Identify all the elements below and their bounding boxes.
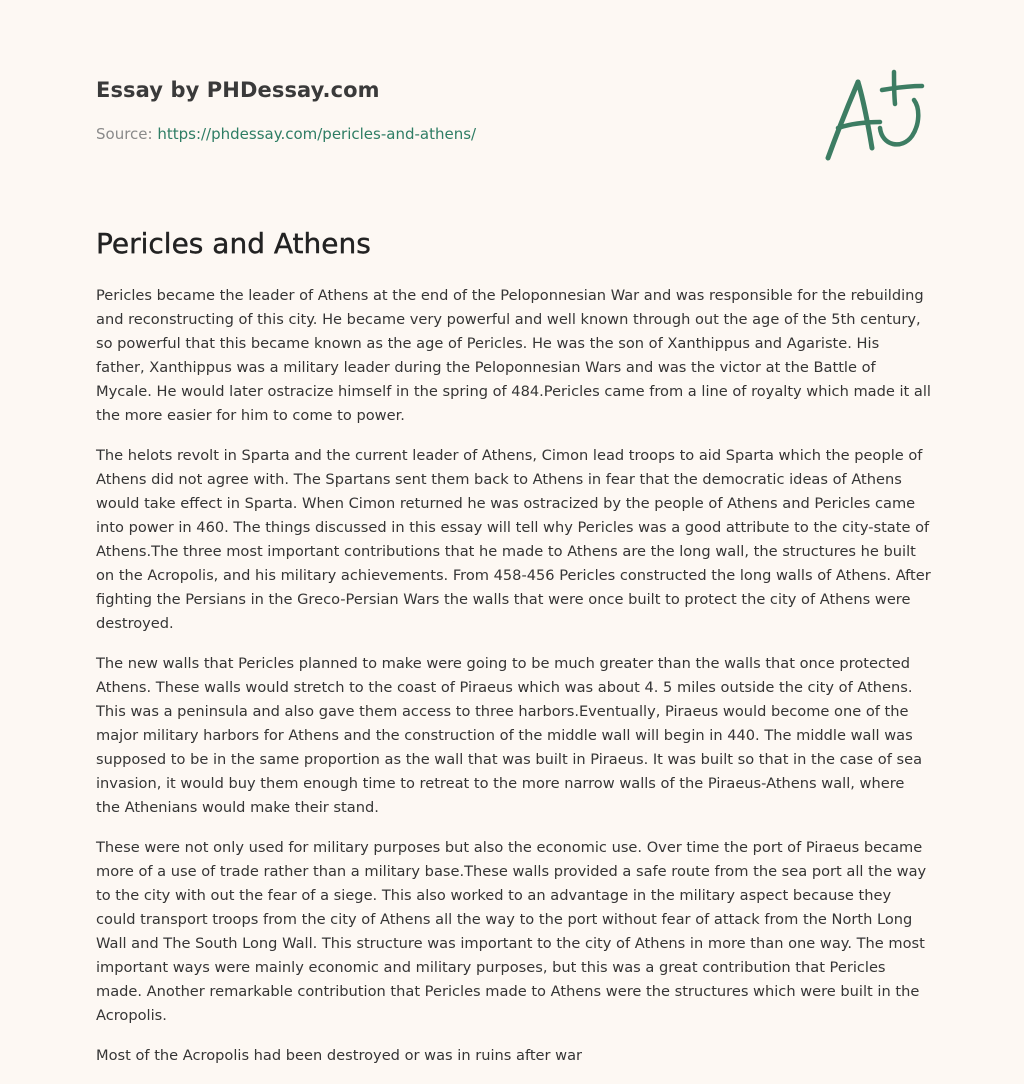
source-link[interactable]: https://phdessay.com/pericles-and-athens/ <box>157 125 477 143</box>
site-brand: Essay by PHDessay.com <box>96 78 380 102</box>
essay-paragraph: Pericles became the leader of Athens at the end of the Peloponnesian War and was responsible for the rebuilding and reconstructing of this city. He became very powerful and well known through out the age of the 5th century, so powerful that this became known as the age of Pericles. He was the son of Xanthippus and Agariste. His father, Xanthippus was a military leader during the Peloponnesian Wars and was the victor at the Battle of Mycale. He would later ostracize himself in the spring of 484.Pericles came from a line of royalty which made it all the more easier for him to come to power. <box>96 287 931 424</box>
essay-paragraph: The new walls that Pericles planned to make were going to be much greater than the walls that once protected Athens. These walls would stretch to the coast of Piraeus which was about 4. 5 miles outside the city of Athens. This was a peninsula and also gave them access to three harbors.Eventually, Piraeus would become one of the major military harbors for Athens and the construction of the middle wall will begin in 440. The middle wall was supposed to be in the same proportion as the wall that was built in Piraeus. It was built so that in the case of sea invasion, it would buy them enough time to retreat to the more narrow walls of the Piraeus-Athens wall, where the Athenians would make their stand. <box>96 655 923 816</box>
essay-title: Pericles and Athens <box>96 227 371 260</box>
source-label: Source: <box>96 125 158 143</box>
a-plus-logo-icon <box>822 66 932 166</box>
essay-body <box>96 284 932 1084</box>
page-header <box>96 76 796 144</box>
essay-paragraph: Most of the Acropolis had been destroyed or was in ruins after war <box>96 1047 583 1064</box>
source-line <box>96 124 796 144</box>
essay-paragraph: These were not only used for military purposes but also the economic use. Over time the port of Piraeus became more of a use of trade rather than a military base.These walls provided a safe route from the sea port all the way to the city with out the fear of a siege. This also worked to an advantage in the military aspect because they could transport troops from the city of Athens all the way to the port without fear of attack from the North Long Wall and The South Long Wall. This structure was important to the city of Athens in more than one way. The most important ways were mainly economic and military purposes, but this was a great contribution that Pericles made. Another remarkable contribution that Pericles made to Athens were the structures which were built in the Acropolis. <box>96 839 927 1024</box>
essay-paragraph: The helots revolt in Sparta and the current leader of Athens, Cimon lead troops to aid Sparta which the people of Athens did not agree with. The Spartans sent them back to Athens in fear that the democratic ideas of Athens would take effect in Sparta. When Cimon returned he was ostracized by the people of Athens and Pericles came into power in 460. The things discussed in this essay will tell why Pericles was a good attribute to the city-state of Athens.The three most important contributions that he made to Athens are the long wall, the structures he built on the Acropolis, and his military achievements. From 458-456 Pericles constructed the long walls of Athens. After fighting the Persians in the Greco-Persian Wars the walls that were once built to protect the city of Athens were destroyed. <box>96 447 931 632</box>
